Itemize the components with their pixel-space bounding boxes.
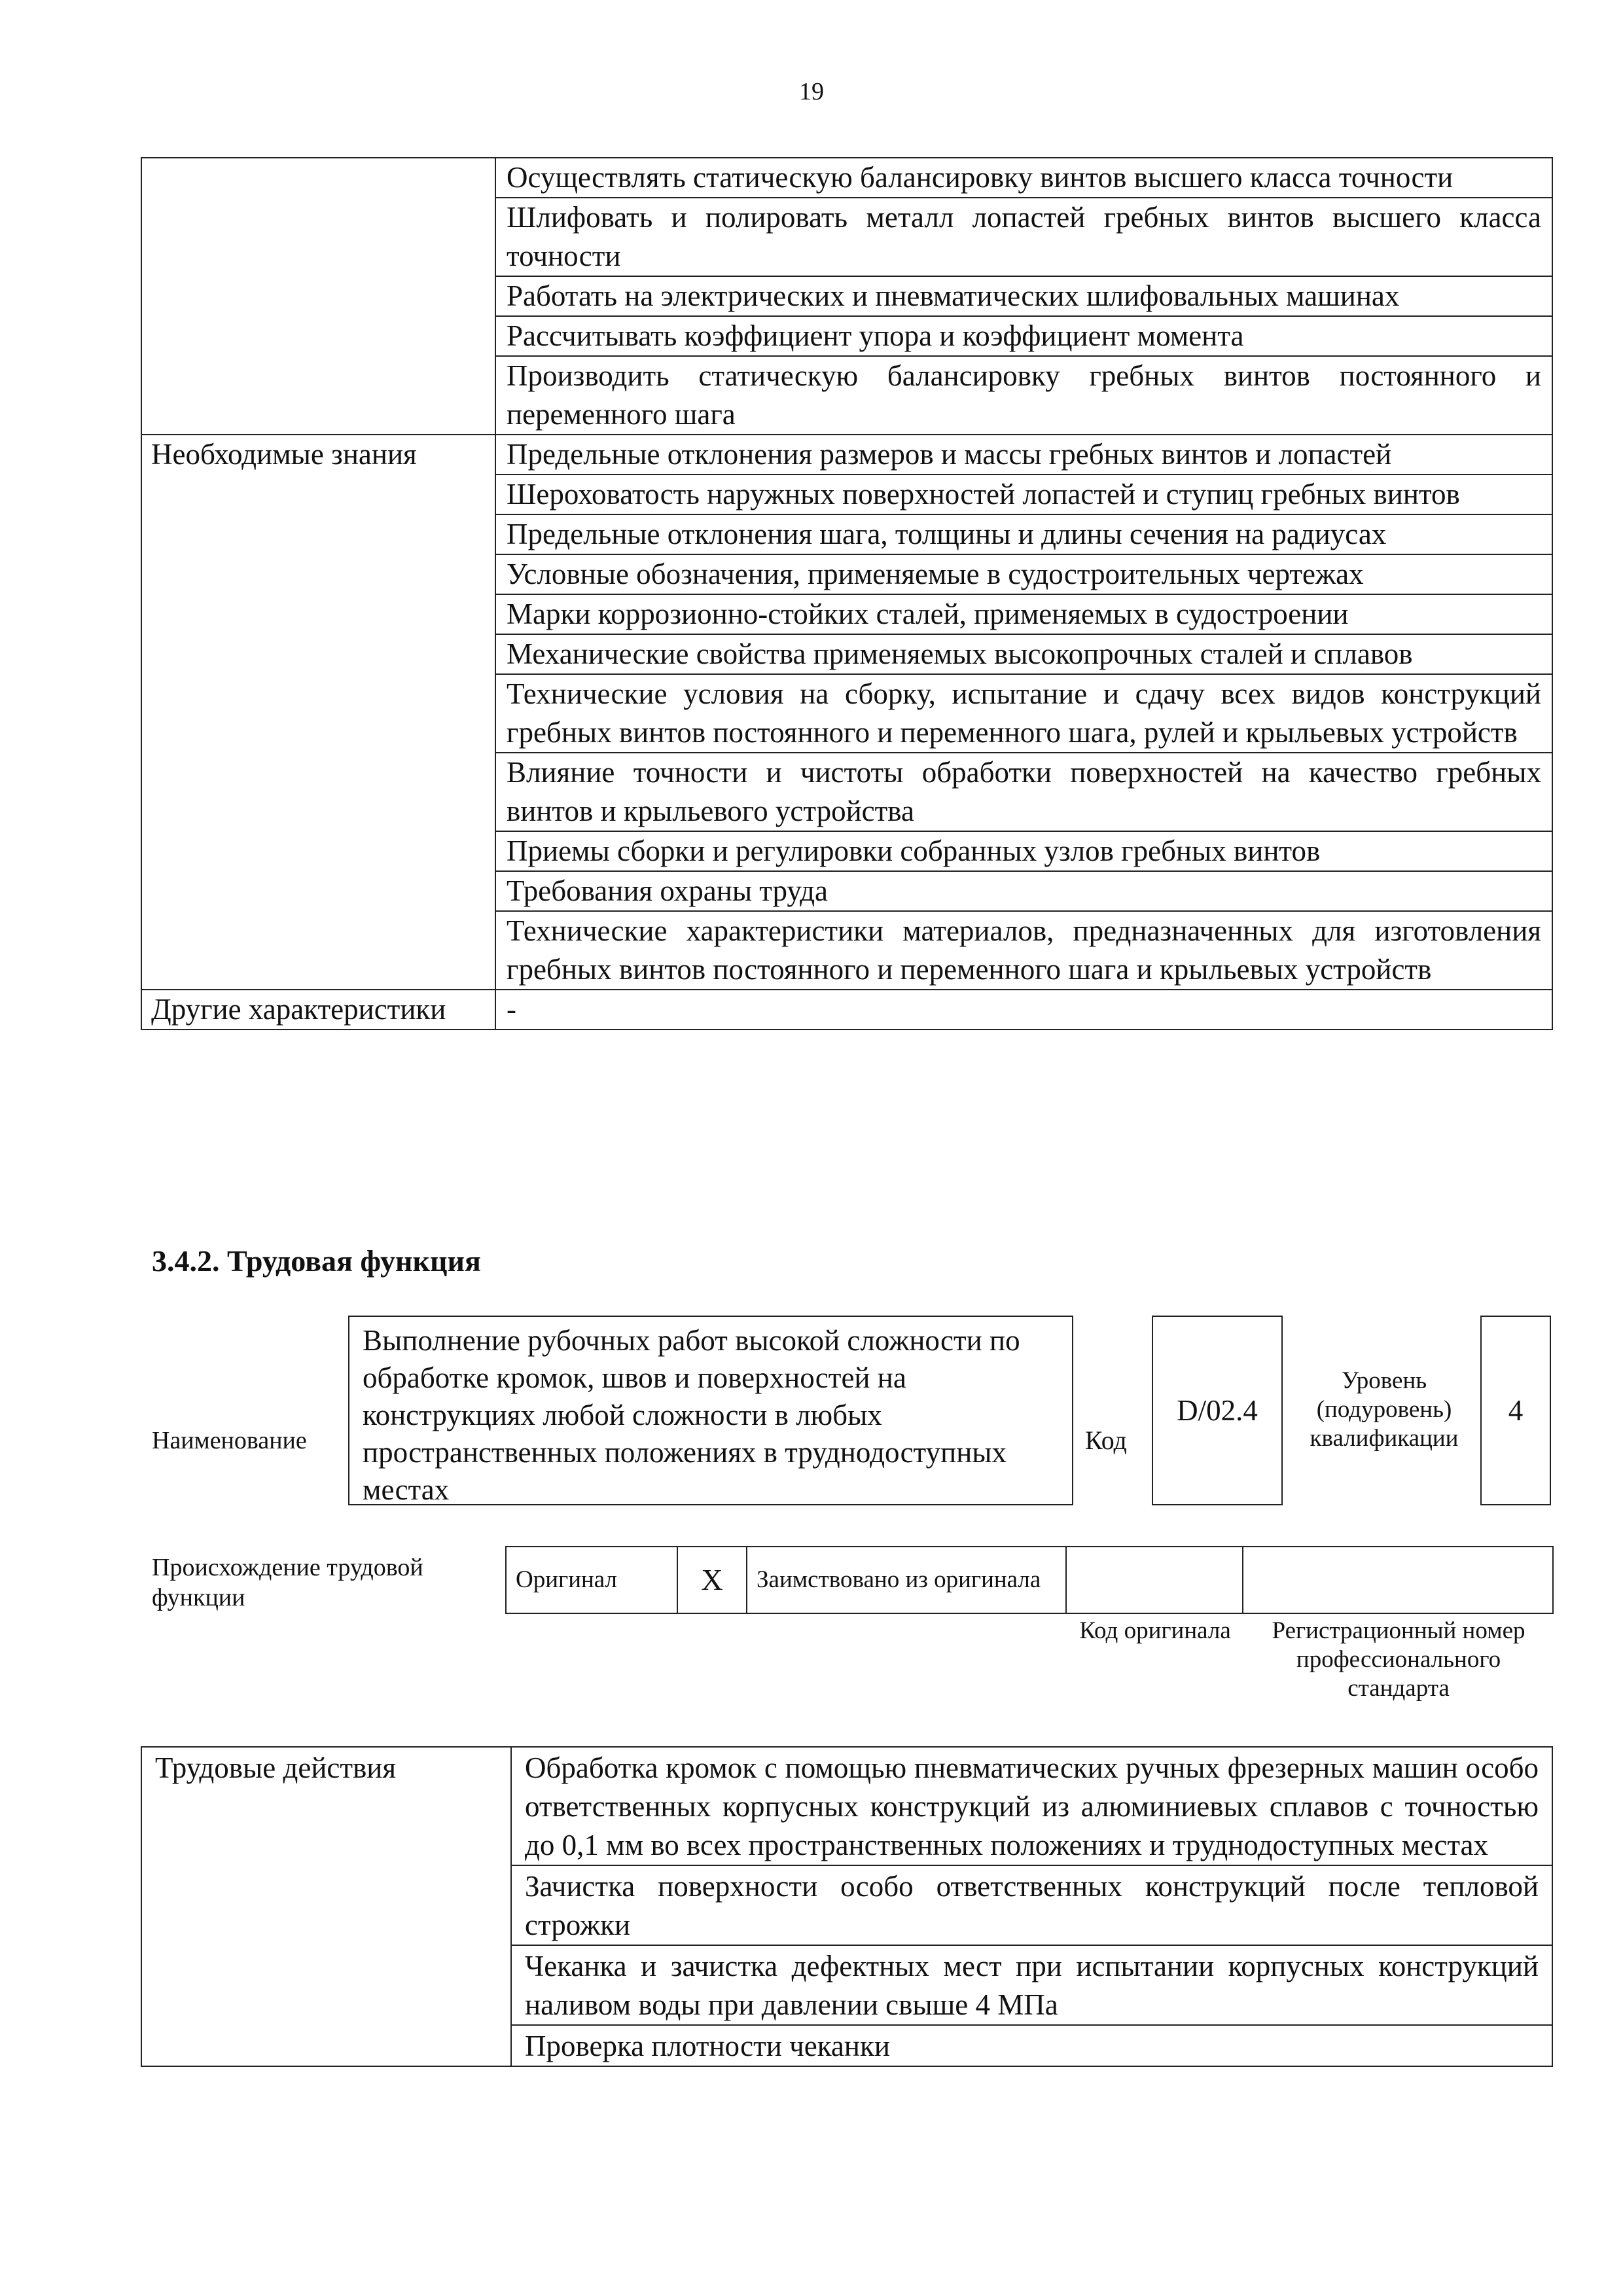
page-number: 19 [799, 78, 824, 105]
level-box [1480, 1316, 1551, 1505]
actions-table [141, 1746, 1553, 2067]
origin-label: Происхождение трудовой функции [152, 1554, 423, 1611]
other-value: - [495, 990, 1552, 1030]
knowledge-row: Приемы сборки и регулировки собранных узлов гребных винтов [495, 831, 1552, 871]
level-value: 4 [1508, 1394, 1524, 1427]
code-box [1152, 1316, 1283, 1505]
action-row: Зачистка поверхности особо ответственных конструкций после тепловой строжки [511, 1865, 1552, 1945]
skill-row: Осуществлять статическую балансировку винтов высшего класса точности [495, 158, 1552, 198]
reg-number-cell [1243, 1547, 1553, 1613]
knowledge-row: Требования охраны труда [495, 871, 1552, 911]
knowledge-row: Шероховатость наружных поверхностей лопастей и ступиц гребных винтов [495, 475, 1552, 514]
skills-label-cell [141, 158, 495, 435]
code-caption: Код оригинала [1079, 1617, 1231, 1644]
action-row: Чеканка и зачистка дефектных мест при испытании корпусных конструкций наливом воды при давлении свыше 4 МПа [511, 1945, 1552, 2025]
original-mark: X [677, 1547, 747, 1613]
action-row: Проверка плотности чеканки [511, 2025, 1552, 2066]
code-label: Код [1085, 1426, 1127, 1455]
name-label: Наименование [152, 1427, 307, 1454]
skill-row: Производить статическую балансировку гребных винтов постоянного и переменного шага [495, 356, 1552, 435]
knowledge-row: Марки коррозионно-стойких сталей, применяемых в судостроении [495, 594, 1552, 634]
borrowed-label: Заимствовано из оригинала [747, 1547, 1066, 1613]
action-row: Обработка кромок с помощью пневматических ручных фрезерных машин особо ответственных корпусных конструкций из алюминиевых сплавов с точностью до 0,1 мм во всех пространственных положениях и труднодоступных местах [511, 1747, 1552, 1865]
skill-row: Рассчитывать коэффициент упора и коэффициент момента [495, 316, 1552, 356]
actions-label: Трудовые действия [141, 1747, 511, 2066]
code-value: D/02.4 [1177, 1394, 1258, 1427]
knowledge-row: Условные обозначения, применяемые в судостроительных чертежах [495, 554, 1552, 594]
origin-table [505, 1546, 1554, 1614]
original-code-cell [1066, 1547, 1243, 1613]
reg-caption: Регистрационный номер профессионального стандарта [1272, 1617, 1525, 1702]
knowledge-row: Технические характеристики материалов, предназначенных для изготовления гребных винтов постоянного и переменного шага и крыльевых устройств [495, 911, 1552, 990]
function-name: Выполнение рубочных работ высокой сложности по обработке кромок, швов и поверхностей на конструкциях любой сложности в любых пространственных положениях в труднодоступных местах [363, 1324, 1020, 1506]
knowledge-row: Предельные отклонения размеров и массы гребных винтов и лопастей [495, 435, 1552, 475]
knowledge-label: Необходимые знания [141, 435, 495, 990]
other-label: Другие характеристики [141, 990, 495, 1030]
knowledge-table [141, 157, 1553, 1030]
skill-row: Шлифовать и полировать металл лопастей гребных винтов высшего класса точности [495, 198, 1552, 276]
knowledge-row: Влияние точности и чистоты обработки поверхностей на качество гребных винтов и крыльевого устройства [495, 753, 1552, 831]
knowledge-row: Предельные отклонения шага, толщины и длины сечения на радиусах [495, 514, 1552, 554]
skill-row: Работать на электрических и пневматических шлифовальных машинах [495, 276, 1552, 316]
section-title: 3.4.2. Трудовая функция [152, 1244, 481, 1278]
level-label: Уровень (подуровень) квалификации [1310, 1367, 1459, 1452]
knowledge-row: Механические свойства применяемых высокопрочных сталей и сплавов [495, 634, 1552, 674]
function-name-box [348, 1316, 1073, 1505]
original-label: Оригинал [506, 1547, 677, 1613]
knowledge-row: Технические условия на сборку, испытание и сдачу всех видов конструкций гребных винтов постоянного и переменного шага, рулей и крыльевых устройств [495, 674, 1552, 753]
